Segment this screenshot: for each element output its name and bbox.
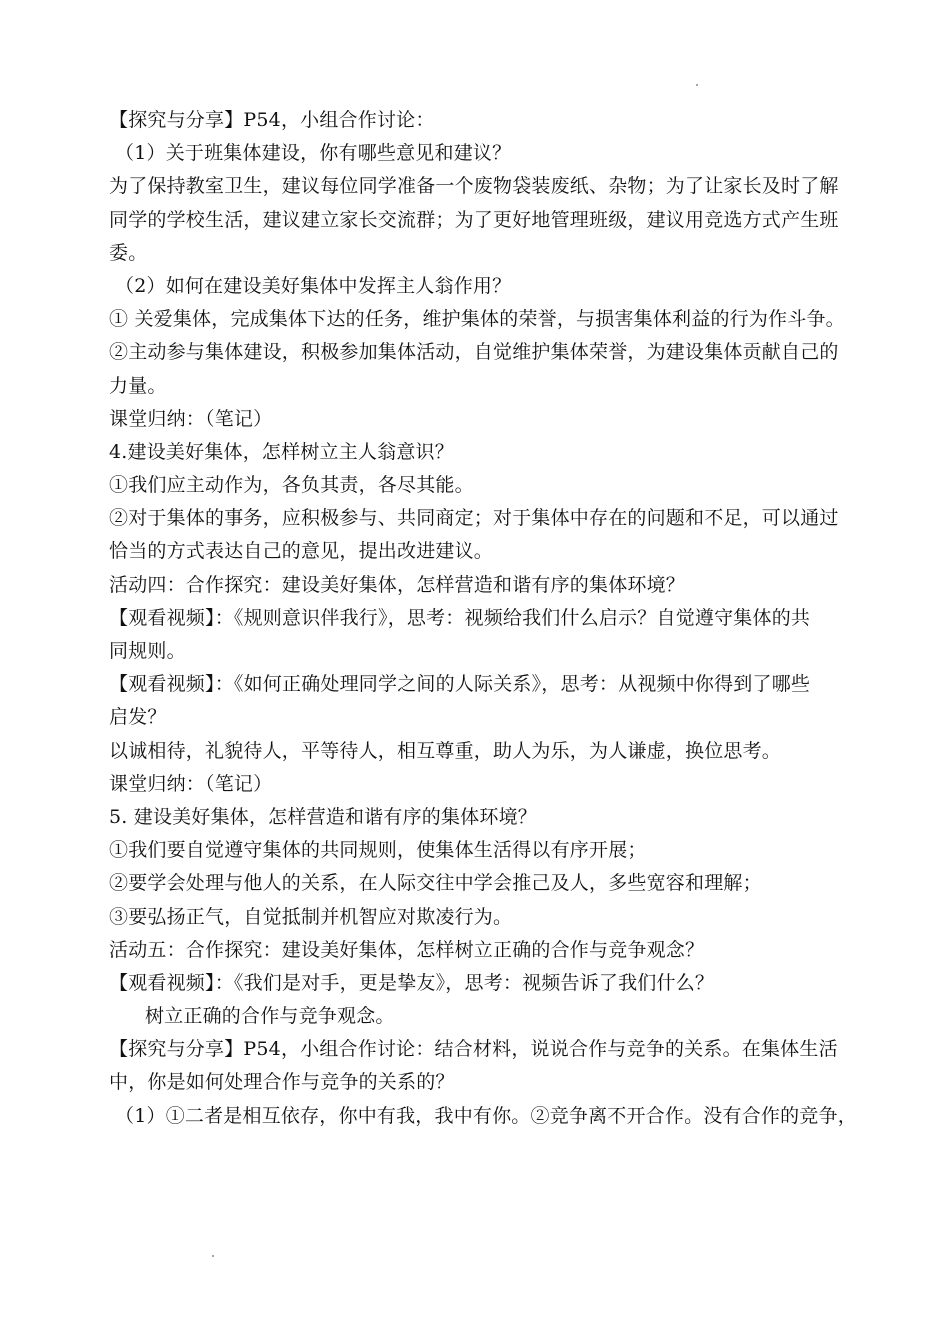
video-2-prompt-cont: 启发？	[109, 706, 167, 729]
answer-1-line-3: 委。	[109, 241, 148, 264]
question-2: （2）如何在建设美好集体中发挥主人翁作用？	[115, 274, 512, 297]
explore-share-2: 【探究与分享】P54，小组合作讨论：结合材料，说说合作与竞争的关系。在集体生活	[109, 1038, 838, 1061]
answer-1-line-2: 同学的学校生活，建议建立家长交流群；为了更好地管理班级，建议用竞选方式产生班	[109, 208, 839, 231]
section-heading-explore-share: 【探究与分享】P54，小组合作讨论：	[109, 109, 435, 131]
video-2-answer: 以诚相待，礼貌待人，平等待人，相互尊重，助人为乐，为人谦虚，换位思考。	[109, 739, 782, 762]
summary-4-point-2-cont: 恰当的方式表达自己的意见，提出改进建议。	[109, 540, 494, 563]
explore-share-2-cont: 中，你是如何处理合作与竞争的关系的？	[109, 1071, 455, 1094]
class-summary-label: 课堂归纳：（笔记）	[109, 407, 273, 430]
video-1-prompt: 【观看视频】：《规则意识伴我行》，思考：视频给我们什么启示？自觉遵守集体的共	[109, 606, 811, 629]
summary-5-point-2: ②要学会处理与他人的关系，在人际交往中学会推己及人，多些宽容和理解；	[109, 872, 762, 895]
summary-5-point-1: ①我们要自觉遵守集体的共同规则，使集体生活得以有序开展；	[109, 839, 647, 862]
summary-4-point-2: ②对于集体的事务，应积极参与、共同商定；对于集体中存在的问题和不足，可以通过	[109, 507, 839, 530]
activity-4-heading: 活动四：合作探究：建设美好集体，怎样营造和谐有序的集体环境？	[109, 573, 686, 596]
explore-share-2-answer: （1）①二者是相互依存，你中有我，我中有你。②竞争离不开合作。没有合作的竞争，	[115, 1104, 857, 1127]
summary-5-heading: 5. 建设美好集体，怎样营造和谐有序的集体环境？	[109, 805, 537, 828]
video-3-prompt: 【观看视频】：《我们是对手，更是挚友》，思考：视频告诉了我们什么？	[109, 971, 715, 994]
answer-1-line-1: 为了保持教室卫生，建议每位同学准备一个废物袋装废纸、杂物；为了让家长及时了解	[109, 175, 839, 198]
activity-5-heading: 活动五：合作探究：建设美好集体，怎样树立正确的合作与竞争观念？	[109, 938, 705, 961]
summary-4-point-1: ①我们应主动作为，各负其责，各尽其能。	[109, 474, 474, 497]
video-2-prompt: 【观看视频】：《如何正确处理同学之间的人际关系》，思考：从视频中你得到了哪些	[109, 673, 811, 696]
summary-4-heading: 4.建设美好集体，怎样树立主人翁意识？	[109, 440, 454, 463]
answer-2-point-2: ②主动参与集体建设，积极参加集体活动，自觉维护集体荣誉，为建设集体贡献自己的	[109, 341, 839, 364]
video-3-answer: 树立正确的合作与竞争观念。	[145, 1005, 395, 1028]
speck-mark	[696, 84, 698, 86]
summary-5-point-3: ③要弘扬正气，自觉抵制并机智应对欺凌行为。	[109, 905, 513, 928]
answer-2-point-1: ① 关爱集体，完成集体下达的任务，维护集体的荣誉，与损害集体利益的行为作斗争。	[109, 308, 845, 331]
answer-2-point-2-cont: 力量。	[109, 374, 167, 397]
document-body	[109, 104, 859, 1133]
class-summary-label-2: 课堂归纳：（笔记）	[109, 772, 273, 795]
video-1-prompt-cont: 同规则。	[109, 640, 186, 662]
question-1: （1）关于班集体建设，你有哪些意见和建议？	[115, 142, 512, 165]
speck-mark	[212, 1255, 214, 1257]
